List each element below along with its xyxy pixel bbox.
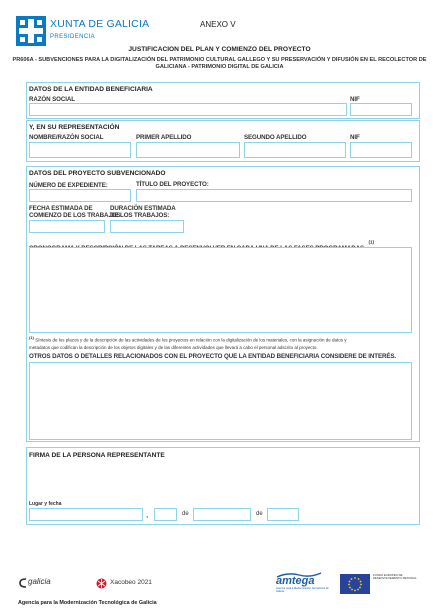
galicia-logo-text: galicia bbox=[28, 577, 51, 586]
rep-nif-label: NIF bbox=[350, 134, 360, 141]
duration-label-1: DURACIÓN ESTIMADA bbox=[110, 205, 176, 212]
second-surname-field[interactable] bbox=[244, 142, 346, 158]
year-field[interactable] bbox=[267, 508, 299, 521]
rep-nif-field[interactable] bbox=[350, 142, 412, 158]
project-title-field[interactable] bbox=[136, 189, 412, 202]
rep-name-label: NOMBRE/RAZÓN SOCIAL bbox=[29, 134, 104, 141]
entity-nif-field[interactable] bbox=[350, 103, 412, 116]
duration-label-2: DE LOS TRABAJOS: bbox=[110, 212, 170, 219]
footnote-line-2: metadatos que codifican la descripción de los objetos digitales y de las diferentes actividades que llevará a cabo el personal adscrito al proyecto. bbox=[29, 344, 318, 350]
document-title: JUSTIFICACION DEL PLAN Y COMIENZO DEL PROYECTO bbox=[128, 46, 311, 53]
business-name-field[interactable] bbox=[29, 103, 347, 116]
eu-fund-text: FONDO EUROPEO DE DESENVOLVEMENTO REXIONAL bbox=[373, 573, 417, 581]
first-surname-label: PRIMER APELLIDO bbox=[136, 134, 192, 141]
schedule-footnote-mark: (1) bbox=[368, 239, 374, 245]
date-separator-2: de bbox=[256, 511, 263, 517]
footnote-text-1: Síntesis de los plazos y de la descripción de las actividades de los proyectos en relación con la digitalización de los materiales, con la asignación de datos y bbox=[35, 337, 347, 343]
other-details-label: OTROS DATOS O DETALLES RELACIONADOS CON EL PROYECTO QUE LA ENTIDAD BENEFICIARIA CONSIDERE DE INTERÉS. bbox=[29, 353, 397, 360]
start-date-label-1: FECHA ESTIMADA DE bbox=[29, 205, 93, 212]
amtega-logo bbox=[276, 572, 336, 594]
annex-label: ANEXO V bbox=[200, 20, 236, 29]
place-comma: , bbox=[146, 510, 149, 519]
footnote-line-1 bbox=[29, 335, 417, 344]
amtega-logo-sub: Axencia para a Modernización Tecnolóxica de Galicia bbox=[276, 587, 329, 593]
signature-section-title: FIRMA DE LA PERSONA REPRESENTANTE bbox=[29, 452, 165, 459]
entity-section-title: DATOS DE LA ENTIDAD BENEFICIARIA bbox=[29, 86, 153, 93]
xacobeo-scallop-icon bbox=[96, 578, 107, 589]
xunta-logo-sub: PRESIDENCIA bbox=[50, 34, 96, 40]
xunta-logo-name: XUNTA DE GALICIA bbox=[50, 18, 150, 30]
start-date-label-2: COMIENZO DE LOS TRABAJOS bbox=[29, 212, 121, 219]
xacobeo-logo bbox=[96, 578, 166, 590]
second-surname-label: SEGUNDO APELLIDO bbox=[244, 134, 307, 141]
place-date-label: Lugar y fecha bbox=[29, 501, 62, 507]
representative-section-title: Y, EN SU REPRESENTACIÓN bbox=[29, 124, 120, 131]
footnote-mark: (1) bbox=[29, 335, 34, 340]
procedure-line-2: GALICIANA - PATRIMONIO DIGITAL DE GALICIA bbox=[155, 64, 284, 70]
entity-section bbox=[26, 82, 420, 119]
file-number-label: NÚMERO DE EXPEDIENTE: bbox=[29, 182, 108, 189]
duration-field[interactable] bbox=[110, 220, 184, 233]
signature-section bbox=[26, 447, 420, 525]
first-surname-field[interactable] bbox=[136, 142, 240, 158]
project-section-title: DATOS DEL PROYECTO SUBVENCIONADO bbox=[29, 170, 166, 177]
galicia-logo bbox=[18, 576, 68, 590]
eu-flag-icon bbox=[340, 574, 370, 594]
schedule-field[interactable] bbox=[29, 247, 412, 333]
footnote bbox=[29, 335, 417, 350]
place-field[interactable] bbox=[29, 508, 143, 521]
month-field[interactable] bbox=[193, 508, 251, 521]
representative-section bbox=[26, 120, 420, 162]
start-date-field[interactable] bbox=[29, 220, 105, 233]
xacobeo-logo-text: Xacobeo 2021 bbox=[110, 579, 152, 586]
business-name-label: RAZÓN SOCIAL bbox=[29, 96, 75, 103]
agency-name: Agencia para la Modernización Tecnológica de Galicia bbox=[18, 600, 157, 606]
date-separator-1: de bbox=[182, 511, 189, 517]
file-number-field[interactable] bbox=[29, 189, 131, 202]
project-section bbox=[26, 166, 420, 442]
other-details-field[interactable] bbox=[29, 362, 412, 440]
project-title-label: TÍTULO DEL PROYECTO: bbox=[136, 181, 209, 188]
xunta-cross-icon bbox=[16, 16, 46, 46]
day-field[interactable] bbox=[154, 508, 177, 521]
rep-name-field[interactable] bbox=[29, 142, 131, 158]
galicia-swirl-icon bbox=[18, 577, 28, 589]
procedure-line-1: PR606A - SUBVENCIONES PARA LA DIGITALIZACIÓN DEL PATRIMONIO CULTURAL GALLEGO Y SU PRESERVACIÓN Y DIFUSIÓN EN EL RECOLECTOR DE bbox=[12, 57, 427, 63]
entity-nif-label: NIF bbox=[350, 96, 360, 103]
amtega-logo-text: amtega bbox=[276, 575, 315, 587]
xunta-logo bbox=[16, 14, 150, 48]
